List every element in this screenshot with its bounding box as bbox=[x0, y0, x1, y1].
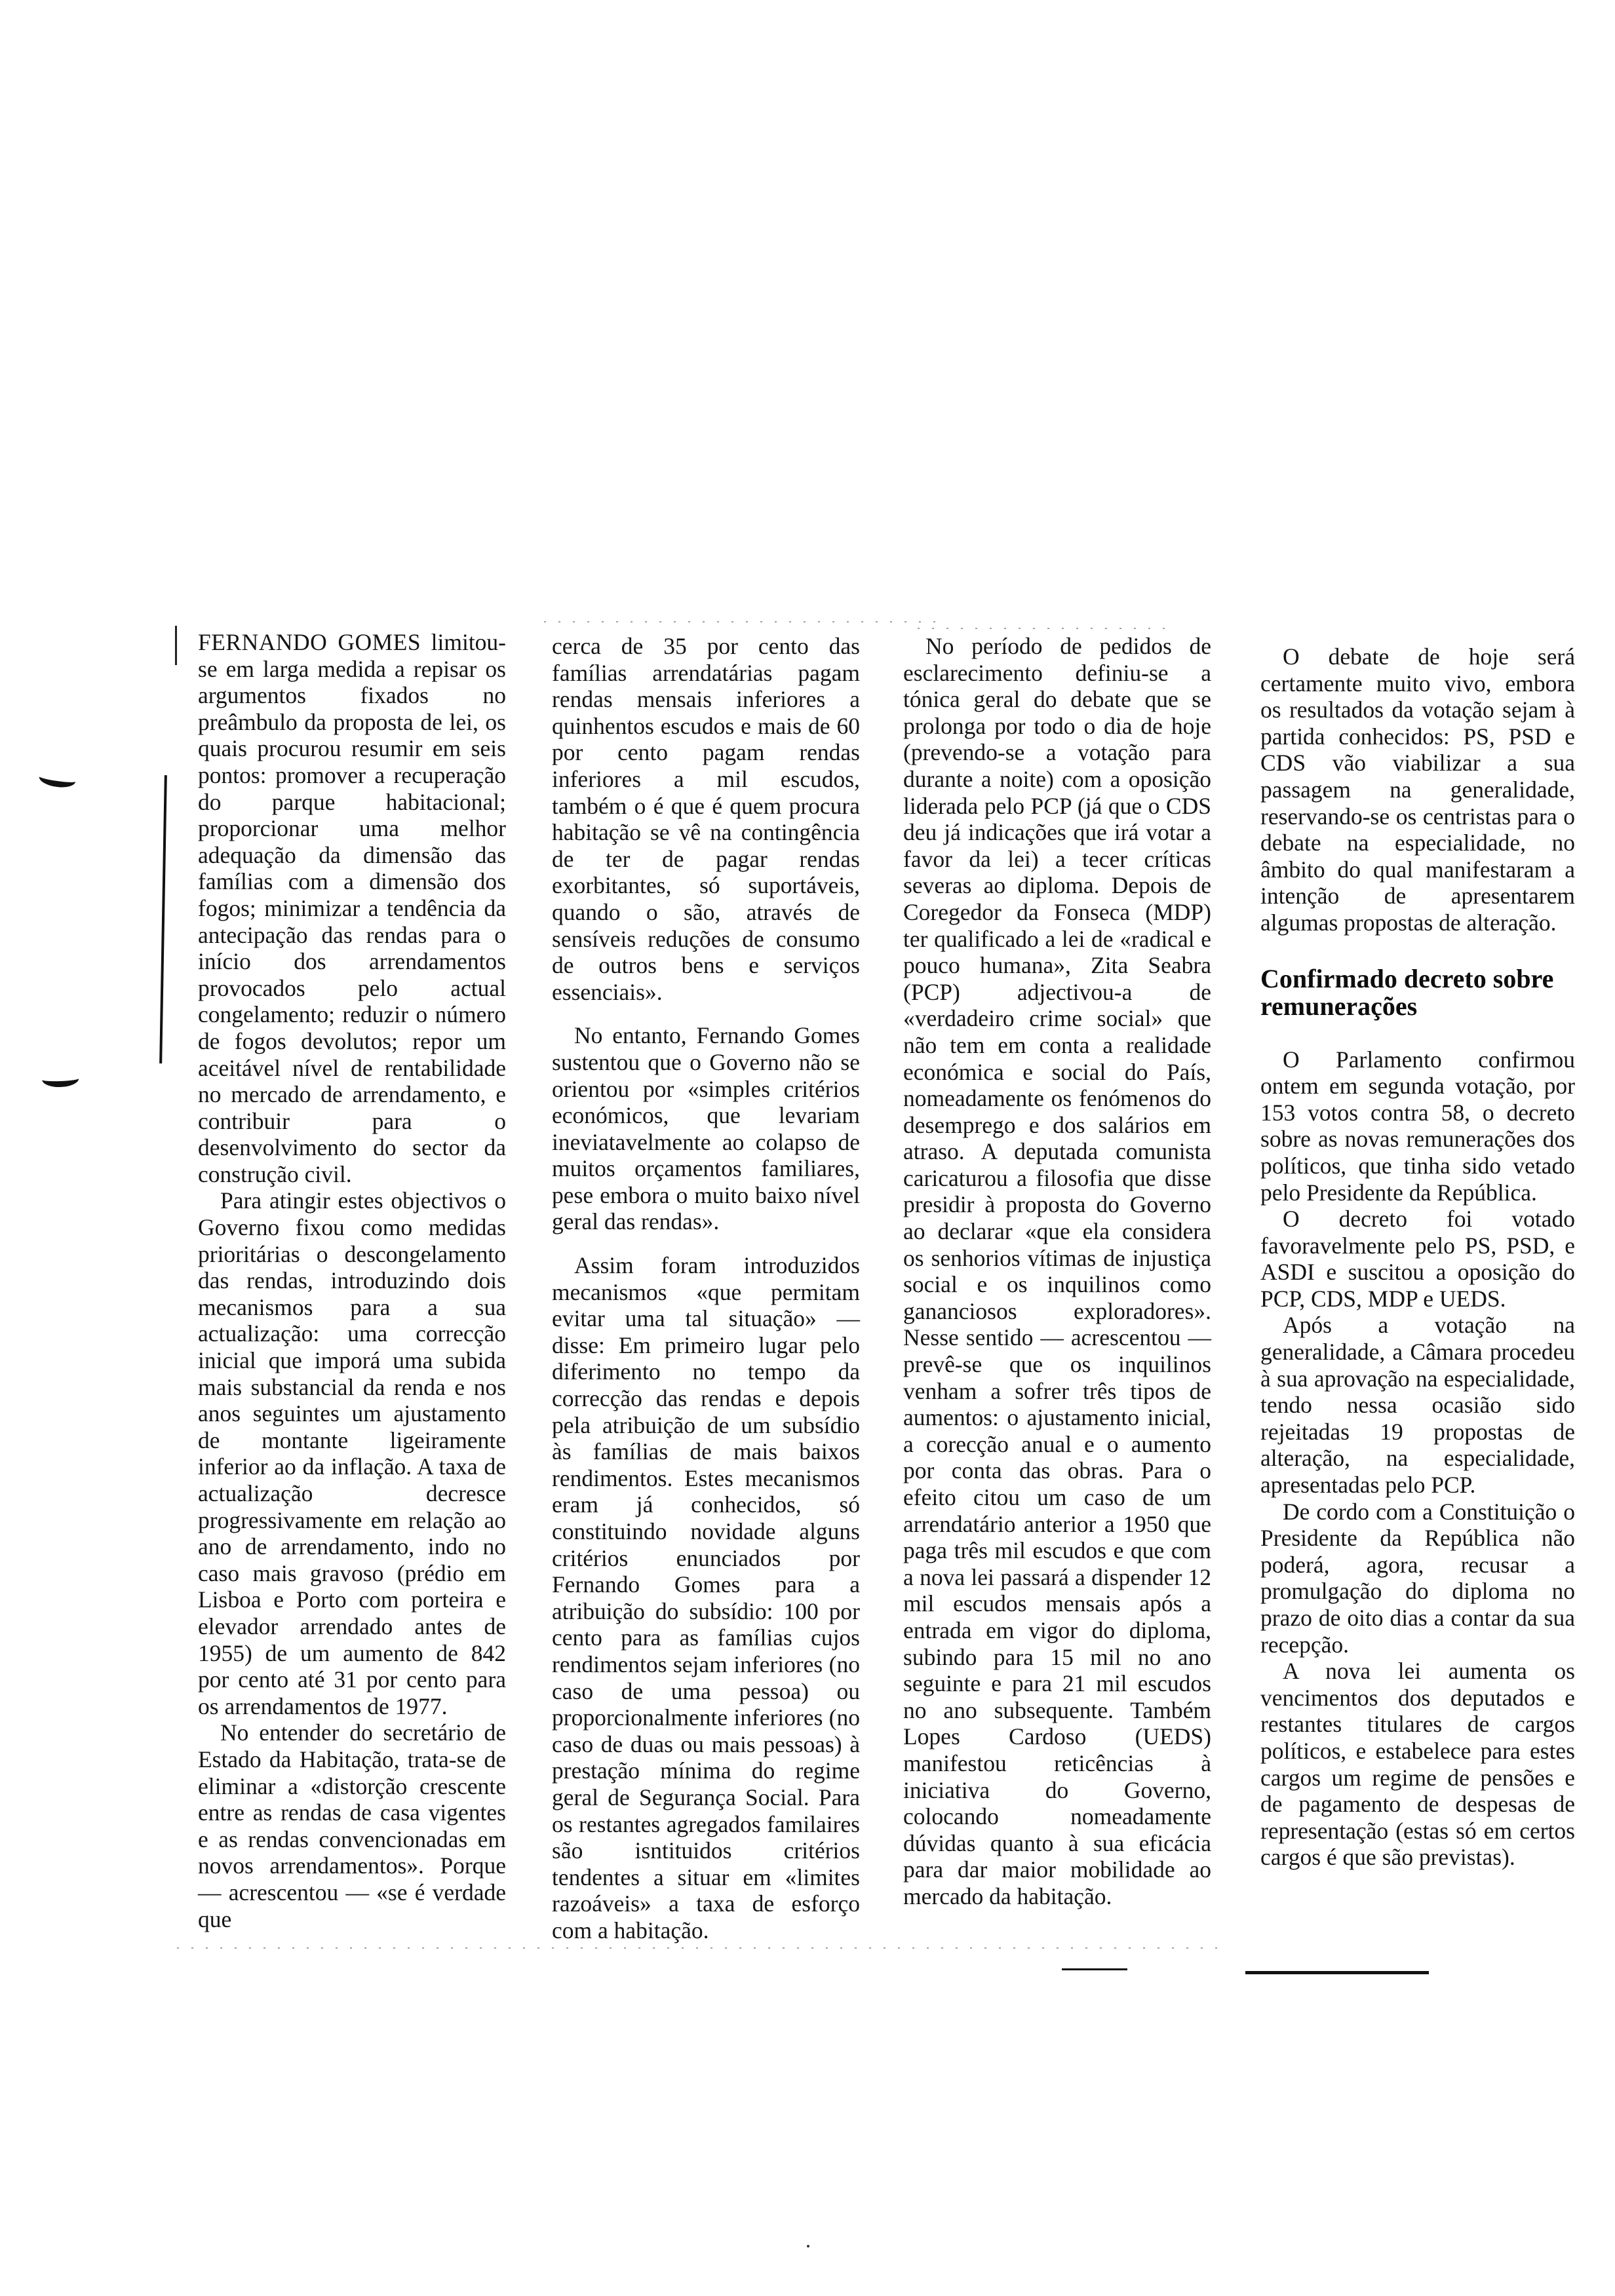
paragraph: No período de pedidos de esclarecimento definiu-se a tónica geral do debate que se prolonga por todo o dia de hoje (prevendo-se a votação para durante a noite) com a oposição liderada pelo PCP (já que o CDS deu já indicações que irá votar a favor da lei) a tecer críticas severas ao diploma. Depois de Coregedor da Fonseca (MDP) ter qualificado a lei de «radical e pouco humana», Zita Seabra (PCP) adjectivou-a de «verdadeiro crime social» que não tem em conta a realidade económica e social do País, nomeadamente os fenómenos do desemprego e dos salários em atraso. A deputada comunista caricaturou a filosofia que disse presidir à proposta do Governo ao declarar «que ela considera os senhorios vítimas de injustiça social e os inquilinos como gananciosos exploradores». Nesse sentido — acrescentou — prevê-se que os inquilinos venham a sofrer três tipos de aumentos: o ajustamento inicial, a corecção anual e o aumento por conta das obras. Para o efeito citou um caso de um arrendatário anterior a 1950 que paga três mil escudos e que com a nova lei passará a dispender 12 mil escudos mensais após a entrada em vigor do diploma, subindo para 15 mil no ano seguinte e para 21 mil escudos no ano subsequente. Também Lopes Cardoso (UEDS) manifestou reticências à iniciativa do Governo, colocando nomeadamente dúvidas quanto à sua eficácia para dar maior mobilidade ao mercado da habitação. bbox=[903, 633, 1211, 1909]
paragraph: No entender do secretário de Estado da Habitação, trata-se de eliminar a «distorção crescente entre as rendas de casa vigentes e as rendas convencionadas em novos arrendamentos». Porque — acrescentou — «se é verdade que bbox=[198, 1719, 506, 1932]
paragraph: O decreto foi votado favoravelmente pelo PS, PSD, e ASDI e suscitou a oposição do PCP, CDS, MDP e UEDS. bbox=[1260, 1206, 1575, 1312]
clipping-edge-rule bbox=[159, 775, 167, 1063]
section-heading: Confirmado decreto sobre remunerações bbox=[1260, 963, 1554, 1021]
article-column-3 bbox=[903, 633, 1211, 1910]
paragraph: O debate de hoje será certamente muito vivo, embora os resultados da votação sejam à partida conhecidos: PS, PSD e CDS vão viabilizar a sua passagem na generalidade, reservando-se os centristas para o debate na especialidade, no âmbito do qual manifestaram a intenção de apresentarem algumas propostas de alteração. bbox=[1260, 643, 1575, 936]
binder-hole-mark-bottom bbox=[41, 1066, 79, 1088]
paragraph: cerca de 35 por cento das famílias arrendatárias pagam rendas mensais inferiores a quinhentos escudos e mais de 60 por cento pagam rendas inferiores a mil escudos, também o é que é quem procura habitação se vê na contingência de ter de pagar rendas exorbitantes, só suportáveis, quando o são, através de sensíveis reduções de consumo de outros bens e serviços essenciais». bbox=[552, 633, 860, 1005]
bottom-rule bbox=[1245, 1971, 1429, 1974]
scan-speck bbox=[807, 2245, 809, 2248]
paragraph: A nova lei aumenta os vencimentos dos deputados e restantes titulares de cargos políticos, e estabelece para estes cargos um regime de pensões e de pagamento de despesas de representação (estas só em certos cargos é que são previstas). bbox=[1260, 1658, 1575, 1871]
article-column-1 bbox=[198, 629, 506, 1932]
paragraph: FERNANDO GOMES limitou-se em larga medida a repisar os argumentos fixados no preâmbulo da proposta de lei, os quais procurou resumir em seis pontos: promover a recuperação do parque habitacional; proporcionar uma melhor adequação da dimensão das famílias com a dimensão dos fogos; minimizar a tendência da antecipação das rendas para o início dos arrendamentos provocados pelo actual congelamento; reduzir o número de fogos devolutos; repor um aceitável nível de rentabilidade no mercado de arrendamento, e contribuir para o desenvolvimento do sector da construção civil. bbox=[198, 629, 507, 1187]
paragraph: O Parlamento confirmou ontem em segunda votação, por 153 votos contra 58, o decreto sobre as novas remunerações dos políticos, que tinha sido vetado pelo Presidente da República. bbox=[1260, 1046, 1575, 1206]
bottom-rule bbox=[1062, 1968, 1127, 1970]
clipping-corner-mark bbox=[175, 626, 177, 665]
paragraph: No entanto, Fernando Gomes sustentou que o Governo não se orientou por «simples critérios económicos, que levariam ineviatavelmente ao colapso de muitos orçamentos familiares, pese embora o muito baixo nível geral das rendas». bbox=[552, 1022, 860, 1235]
paragraph: Assim foram introduzidos mecanismos «que permitam evitar uma tal situação» — disse: Em primeiro lugar pelo diferimento no tempo da correcção das rendas e depois pela atribuição de um subsídio às famílias de mais baixos rendimentos. Estes mecanismos eram já conhecidos, só constituindo novidade alguns critérios enunciados por Fernando Gomes para a atribuição do subsídio: 100 por cento para as famílias cujos rendimentos sejam inferiores (no caso de uma pessoa) ou proporcionalmente inferiores (no caso de duas ou mais pessoas) à prestação mínima do regime geral de Segurança Social. Para os restantes agregados familaires são isntituidos critérios tendentes a situar em «limites razoáveis» a taxa de esforço com a habitação. bbox=[552, 1252, 860, 1943]
article-column-4 bbox=[1260, 643, 1575, 1871]
article-column-2 bbox=[552, 633, 860, 1944]
lead-name: FERNANDO GOMES bbox=[198, 629, 421, 655]
binder-hole-mark-top bbox=[38, 764, 77, 789]
scan-noise bbox=[177, 1947, 1226, 1949]
paragraph: De cordo com a Constituição o Presidente da República não poderá, agora, recusar a promulgação do diploma no prazo de oito dias a contar da sua recepção. bbox=[1260, 1498, 1575, 1658]
paragraph: Para atingir estes objectivos o Governo fixou como medidas prioritárias o descongelamento das rendas, introduzindo dois mecanismos para a sua actualização: uma correcção inicial que imporá uma subida mais substancial da renda e nos anos seguintes um ajustamento de montante ligeiramente inferior ao da inflação. A taxa de actualização decresce progressivamente em relação ao ano de arrendamento, indo no caso mais gravoso (prédio em Lisboa e Porto com porteira e elevador arrendado antes de 1955) de um aumento de 842 por cento até 31 por cento para os arrendamentos de 1977. bbox=[198, 1187, 506, 1719]
paragraph: Após a votação na generalidade, a Câmara procedeu à sua aprovação na especialidade, tendo nessa ocasião sido rejeitadas 19 propostas de alteração, na especialidade, apresentadas pelo PCP. bbox=[1260, 1312, 1575, 1499]
scan-noise bbox=[544, 621, 937, 622]
newspaper-clipping bbox=[190, 629, 1593, 1943]
